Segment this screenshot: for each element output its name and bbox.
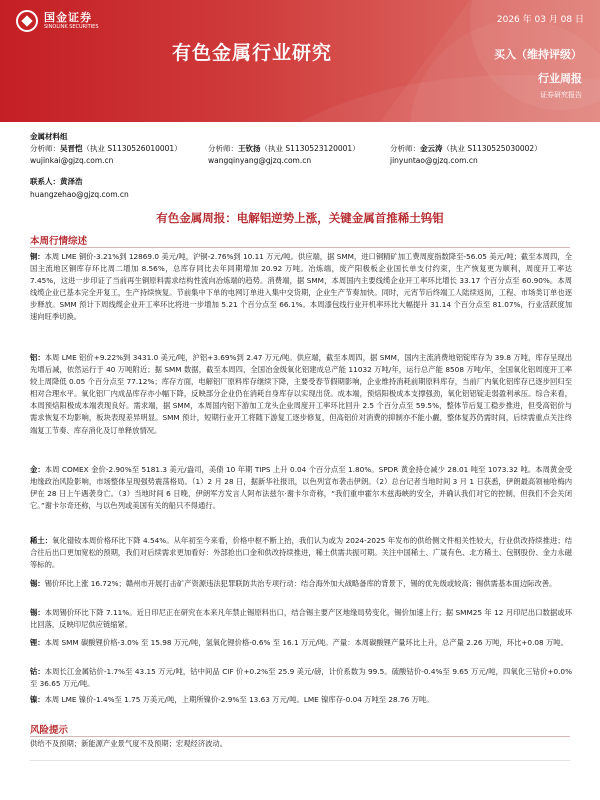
paragraph-text: 本周锡价环比下降 7.11%。近日印尼正在研究在本来凡年禁止锡原料出口，结合锡主要产区地缘局势变化，锡价加速上行；据 SMM25 年 12 月印尼出口数据或环比回落，反映印尼供应链缩紧。 xyxy=(30,608,573,630)
paragraph-text: 本周 LME 铜价-3.21%到 12869.0 美元/吨，沪铜-2.76%到 10.11 万元/吨。供应端，据 SMM，进口铜精矿加工费周度指数降至-56.05 美元/吨；截至本周四，全国主流地区铜库存环比周二增加 8.56%，总库存同比去年同期增加 20.92 万吨。冶炼端，废产阳极板企业国长单支付约束，生产恢复更为顺利，周度开工率达 7.45%，这进一步印证了当前再生铜原料需求结构性流向冶炼端的趋势。消费端，据 SMM，本周国内主要线缆企业开工率环比增长 33.17 个百分点至 60.90%。本周线缆企业已基本完全开复工，生产持续恢复。节前集中下单的电网订单进入集中交货期，企业生产节奏加快。同时，元宵节后终端工人陆续返岗，工程、市场类订单也逐步释放。SMM 预计下周线缆企业开工率环比将进一步增加 5.21 个百分点至 66.1%。本周漆包线行业开机率环比大幅提升 31.14 个百分点至 81.07%，行业活跃度加速向旺季切换。 xyxy=(30,252,573,322)
section-divider xyxy=(30,736,570,737)
paragraph-gold xyxy=(30,464,572,512)
analyst-email[interactable]: jinyuntao@gjzq.com.cn xyxy=(390,156,478,165)
paragraph-text: 本周 COMEX 金价-2.90%至 5181.3 美元/盎司，美债 10 年期 TIPS 上升 0.04 个百分点至 1.80%。SPDR 黄金持仓减少 28.01 吨至 1073.32 吨。本周黄金受地缘政治风险影响，市场整体呈现强势震荡格局。（1）2 月 28 日，据新华社报讯，以色列宣布袭击伊朗。（2）总台记者当地时间 3 月 1 日获悉，伊朗最高领袖哈梅内伊在 28 日上午遇袭身亡。（3）当地时间 6 日晚，伊朗军方发言人阿布法兹尔·谢卡尔奇称，“我们重申霍尔木兹海峡的安全，并确认我们对它的控制，但我们不会关闭它。”谢卡尔奇还称，与以色列或美国有关的船只不得通行。 xyxy=(30,465,573,511)
analyst-role: 分析师： xyxy=(208,144,238,153)
logo-en: SINOLINK SECURITIES xyxy=(44,24,99,30)
paragraph-tin-1 xyxy=(30,578,572,590)
paragraph-cobalt xyxy=(30,666,572,690)
analyst-email[interactable]: wujinkai@gjzq.com.cn xyxy=(30,156,114,165)
section-summary-heading: 本周行情综述 xyxy=(30,236,88,247)
report-date: 2026 年 03 月 08 日 xyxy=(496,15,584,25)
contact-label: 联系人：黄泽浩 xyxy=(30,177,83,186)
paragraph-text: 氧化镨钕本周价格环比下降 4.54%。从年初至今来看，价格中枢不断上抬，我们认为或为 2024-2025 年发布的供给侧文件相关性较大，行业供改持续推进；结合往后出口更加宽松的预期，我们对后续需求更加看好：外部抢出口金和供改持续推进，稀土供需共振可期。关注中国稀土、广晟有色、北方稀土、包钢股份、金力永磁等标的。 xyxy=(30,536,572,570)
analyst-name: 吴晋恺 xyxy=(60,144,83,153)
analyst-name: 金云涛 xyxy=(420,144,443,153)
contact-email[interactable]: huangzehao@gjzq.com.cn xyxy=(30,190,129,199)
analyst-email[interactable]: wangqinyang@gjzq.com.cn xyxy=(208,156,312,165)
paragraph-lithium xyxy=(30,637,572,649)
rating-label: 买入（维持评级） xyxy=(494,48,582,61)
analyst-name: 王钦扬 xyxy=(238,144,261,153)
analyst-license: （执业 S1130523120001） xyxy=(260,144,360,153)
analyst-license: （执业 S1130525030002） xyxy=(442,144,542,153)
paragraph-copper xyxy=(30,251,572,324)
team-label: 金属材料组 xyxy=(30,132,68,141)
paragraph-lead: 铜： xyxy=(30,252,45,261)
analyst-license: （执业 S1130526010001） xyxy=(82,144,182,153)
analyst-3 xyxy=(390,143,542,167)
company-logo xyxy=(16,10,99,32)
paragraph-text: 锡价环比上涨 16.72%；赣州市开展打击矿产资源违法犯罪联防共治专项行动：结合海外加大战略备库的背景下，锡的优先级或较高；锡供需基本面边际改善。 xyxy=(44,579,557,588)
report-subtitle: 证券研究报告 xyxy=(540,91,582,99)
paragraph-lead: 铝： xyxy=(30,353,45,362)
paragraph-lead: 锡： xyxy=(30,608,45,617)
paragraph-nickel xyxy=(30,694,572,706)
analyst-role: 分析师： xyxy=(30,144,60,153)
paragraph-tin-2 xyxy=(30,607,572,631)
paragraph-text: 本周 LME 铝价+9.22%到 3431.0 美元/吨，沪铝+3.69%到 2.47 万元/吨。供应端，截至本周四，据 SMM，国内主流消费地铝锭库存为 39.8 万吨，库存呈现出先增后减，依然运行于 40 万吨附近；据 SMM 数据，截至本周四，全国冶金级氧化铝建成总产能 11032 万吨/年，运行总产能 8508 万吨/年，全国氧化铝周度开工率较上周降低 0.05 个百分点至 77.12%；库存方面，电解铝厂原料库存继续下降，主要受春节假期影响，企业维持消耗前期原料库存，当前厂内氧化铝库存已逐步回归至相对合理水平。氧化铝厂内成品库存亦小幅下降，反映部分企业仍在消耗自身库存以实现出货。成本端，预焙阳极成本支撑强劲，氧化铝铝锭走弱盈利承压。综合来看，本周预焙阳极成本端表现良好。需求端，据 SMM，本周国内铝下游加工龙头企业周度开工率环比回升 2.5 个百分点至 59.5%，整体节后复工稳步推进，但受高铝价与需求恢复不均影响，板块表现差异明显。SMM 预计，短期行业开工将随下游复工逐步修复，但高铝价对消费的抑制亦不能小觑，整体复苏仍需时间，后续需重点关注终端复工节奏、库存消化及订单释放情况。 xyxy=(30,353,573,435)
paragraph-aluminum xyxy=(30,352,572,437)
logo-cn: 国金证券 xyxy=(44,11,92,24)
footer-divider xyxy=(30,760,570,761)
analyst-2 xyxy=(208,143,360,167)
risk-text: 供给不及预期；新能源产业景气度不及预期；宏观经济波动。 xyxy=(30,739,228,748)
analyst-role: 分析师： xyxy=(390,144,420,153)
paragraph-rare-earth xyxy=(30,535,572,571)
analyst-1 xyxy=(30,143,182,167)
section-risk-heading: 风险提示 xyxy=(30,725,69,736)
paragraph-lead: 稀土： xyxy=(30,536,53,545)
paragraph-lead: 金： xyxy=(30,465,45,474)
paragraph-lead: 锂： xyxy=(30,638,45,647)
paragraph-lead: 钴： xyxy=(30,667,45,676)
paragraph-text: 本周 LME 镍价-1.4%至 1.75 万美元/吨，上期所镍价-2.9%至 13.63 万元/吨。LME 镍库存-0.04 万吨至 28.76 万吨。 xyxy=(44,695,434,704)
report-category-title: 有色金属行业研究 xyxy=(172,42,333,64)
report-header xyxy=(0,0,600,122)
paragraph-lead: 锡： xyxy=(30,579,45,588)
logo-icon xyxy=(16,10,38,32)
section-divider xyxy=(30,247,570,248)
report-title: 有色金属周报：电解铝逆势上涨，关键金属首推稀土钨钼 xyxy=(156,211,444,225)
paragraph-lead: 镍： xyxy=(30,695,45,704)
paragraph-text: 本周 SMM 碳酸锂价格-3.0% 至 15.98 万元/吨，氢氧化锂价格-0.6% 至 16.1 万元/吨。产量：本周碳酸锂产量环比上升，总产量 2.26 万吨，环比+0.08 万吨。 xyxy=(44,638,568,647)
paragraph-text: 本周长江金属钴价-1.7%至 43.15 万元/吨，钴中间品 CIF 价+0.2%至 25.9 美元/磅，计价系数为 99.5。硫酸钴价-0.4%至 9.65 万元/吨，四氧化三钴价+0.0%至 36.65 万元/吨。 xyxy=(30,667,573,689)
report-type: 行业周报 xyxy=(538,72,582,85)
